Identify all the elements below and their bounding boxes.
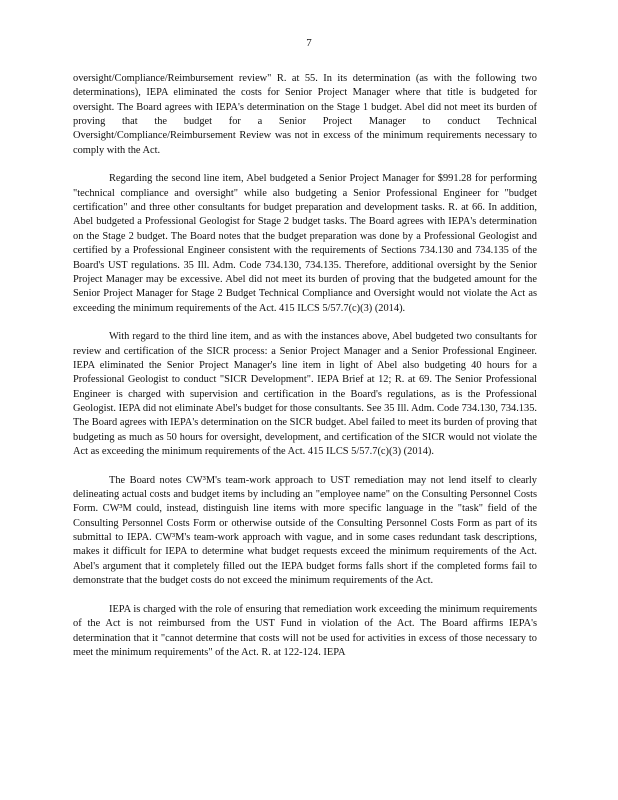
paragraph-team-work-approach: The Board notes CW³M's team-work approach to UST remediation may not lend itself to clearly delineating actual costs and budget items by including an "employee name" on the Consulting Personnel Costs Form. CW³M could, instead, distinguish line items with more specific language in the "task" field of the Consulting Personnel Costs Form or otherwise outside of the Consulting Personnel Costs Form as part of its submittal to IEPA. CW³M's team-work approach with vague, and in some cases redundant task descriptions, makes it difficult for IEPA to determine what budget requests exceed the minimum requirements of the Act. Abel's argument that it completely filled out the IEPA budget forms falls short if the completed forms fail to demonstrate that the budget costs do not exceed the minimum requirements of the Act. xyxy=(73,474,537,587)
paragraph-third-line-item: With regard to the third line item, and as with the instances above, Abel budgeted two consultants for review and certification of the SICR process: a Senior Project Manager and a Senior Professional Engineer. IEPA eliminated the Senior Project Manager's line item in light of Abel also budgeting 40 hours for a Professional Geologist to conduct "SICR Development". IEPA Brief at 12; R. at 69. The Senior Professional Engineer is charged with supervision and certification in the Board's regulations, as is the Professional Geologist. IEPA did not eliminate Abel's budget for those consultants. See 35 Ill. Adm. Code 734.130, 734.135. The Board agrees with IEPA's determination on the SICR budget. Abel failed to meet its burden of proving that budgeting as much as 50 hours for oversight, development, and certification of the SICR would not violate the Act as exceeding the minimum requirements of the Act. 415 ILCS 5/57.7(c)(3) (2014). xyxy=(73,331,537,458)
paragraph-iepa-role: IEPA is charged with the role of ensuring that remediation work exceeding the minimum requirements of the Act is not reimbursed from the UST Fund in violation of the Act. The Board affirms IEPA's determination that it "cannot determine that costs will not be used for activities in excess of those necessary to meet the minimum requirements" of the Act. R. at 122-124. IEPA xyxy=(73,603,537,658)
page-number: 7 xyxy=(306,37,312,49)
paragraph-senior-pm-stage1: oversight/Compliance/Reimbursement review" R. at 55. In its determination (as with the following two determinations), IEPA eliminated the costs for Senior Project Manager where that title is budgeted for oversight. The Board agrees with IEPA's determination on the Stage 1 budget. Abel did not meet its burden of proving that the budget for a Senior Project Manager to conduct Technical Oversight/Compliance/Reimbursement Review was not in excess of the minimum requirements necessary to comply with the Act. xyxy=(73,73,537,156)
document-body xyxy=(73,72,537,675)
paragraph-second-line-item: Regarding the second line item, Abel budgeted a Senior Project Manager for $991.28 for performing "technical compliance and oversight" while also budgeting a Senior Professional Engineer for "budget certification" and three other consultants for budget preparation and development tasks. R. at 66. In addition, Abel budgeted a Professional Geologist for Stage 2 budget tasks. The Board agrees with IEPA's determination on the Stage 2 budget. The Board notes that the budget preparation was done by a Professional Geologist and certified by a Professional Engineer consistent with the requirements of Sections 734.130 and 734.135 of the Board's UST regulations. 35 Ill. Adm. Code 734.130, 734.135. Therefore, additional oversight by the Senior Project Manager may be excessive. Abel did not meet its burden of proving that the budgeted amount for the Senior Project Manager for Stage 2 Budget Technical Compliance and Oversight would not violate the Act as exceeding the minimum requirements of the Act. 415 ILCS 5/57.7(c)(3) (2014). xyxy=(73,173,537,314)
